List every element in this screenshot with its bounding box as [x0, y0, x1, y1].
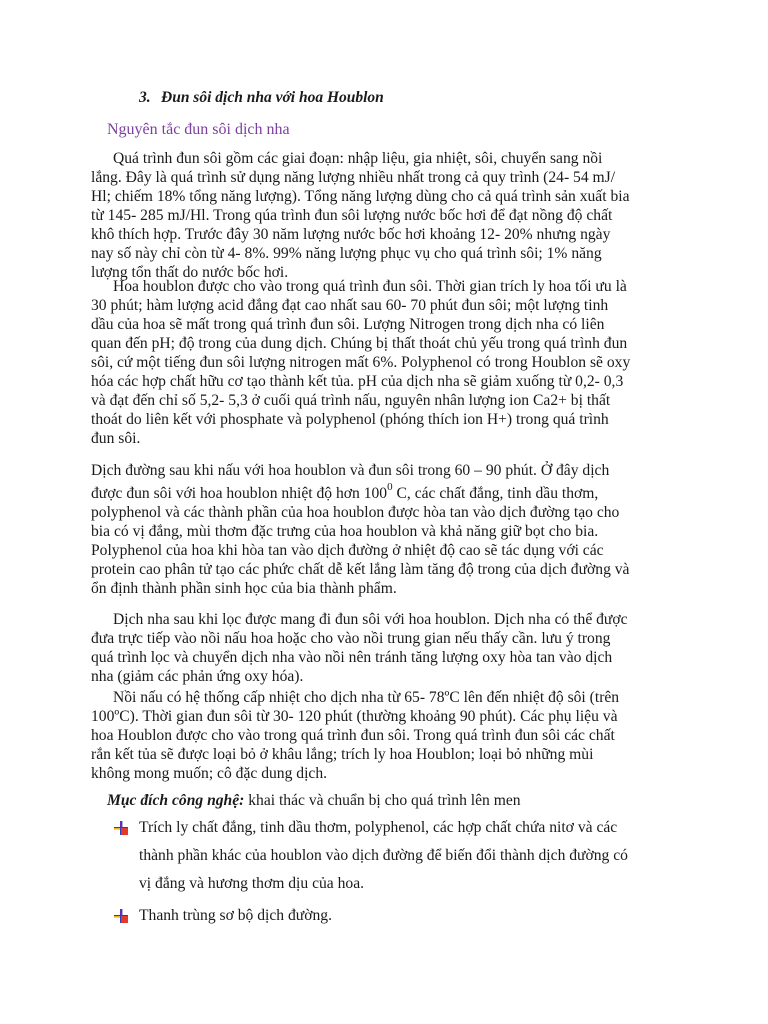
purpose-line [107, 792, 521, 810]
paragraph-line: được đun sôi với hoa houblon nhiệt độ hơn 100 [91, 485, 388, 502]
section-number: 3. [139, 89, 151, 106]
paragraph-line: nay số này chỉ còn từ 4- 8%. 99% năng lượng phục vụ cho quá trình sôi; 1% năng [91, 245, 602, 262]
paragraph-4 [91, 610, 681, 686]
section-title: Đun sôi dịch nha với hoa Houblon [161, 89, 384, 106]
paragraph-line: Polyphenol của hoa khi hòa tan vào dịch đường ở nhiệt độ cao sẽ tác dụng với các [91, 542, 604, 559]
bullet-list [114, 814, 694, 930]
paragraph-line: lượng tổn thất do nước bốc hơi. [91, 264, 289, 281]
paragraph-2 [91, 277, 681, 448]
cross-bullet-icon [114, 821, 128, 835]
paragraph-line: quan đến pH; độ trong của dung dịch. Chúng bị thất thoát chủ yếu trong quá trình đun [91, 335, 628, 352]
paragraph-line: 30 phút; hàm lượng acid đắng đạt cao nhất sau 60- 70 phút đun sôi; một lượng tinh [91, 297, 609, 314]
paragraph-line: nha (giảm các phản ứng oxy hóa). [91, 668, 304, 685]
paragraph-line: polyphenol và các thành phần của hoa houblon được hòa tan vào dịch đường tạo cho [91, 504, 620, 521]
paragraph-line: protein cao phân tử tạo các phức chất dễ kết lắng làm tăng độ trong của dịch đường và [91, 561, 630, 578]
degree-superscript: 0 [387, 480, 393, 493]
paragraph-5 [91, 688, 681, 783]
section-heading [139, 89, 384, 107]
bullet-item [114, 814, 694, 898]
paragraph-line: Dịch nha sau khi lọc được mang đi đun sôi với hoa houblon. Dịch nha có thể được [113, 611, 628, 628]
paragraph-line: rắn kết tủa sẽ được loại bỏ ở khâu lắng; trích ly hoa Houblon; loại bỏ những mùi [91, 746, 594, 763]
bullet-line: Thanh trùng sơ bộ dịch đường. [139, 907, 332, 924]
paragraph-3 [91, 461, 681, 598]
bullet-line: thành phần khác của houblon vào dịch đường để biến đổi thành dịch đường có [139, 847, 628, 864]
paragraph-line-tail: C, các chất đắng, tinh dầu thơm, [392, 485, 599, 502]
paragraph-line: 100ºC). Thời gian đun sôi từ 30- 120 phút (thường khoảng 90 phút). Các phụ liệu và [91, 708, 618, 725]
paragraph-line: dầu của hoa sẽ mất trong quá trình đun sôi. Lượng Nitrogen trong dịch nha có liên [91, 316, 605, 333]
cross-bullet-icon [114, 909, 128, 923]
paragraph-line: Quá trình đun sôi gồm các giai đoạn: nhập liệu, gia nhiệt, sôi, chuyển sang nồi [113, 150, 603, 167]
paragraph-line: Hoa houblon được cho vào trong quá trình đun sôi. Thời gian trích ly hoa tối ưu là [113, 278, 627, 295]
paragraph-line: khô thích hợp. Trước đây 30 năm lượng nước bốc hơi khoảng 12- 20% nhưng ngày [91, 226, 611, 243]
paragraph-line: lắng. Đây là quá trình sử dụng năng lượng nhiều nhất trong cả quy trình (24- 54 mJ/ [91, 169, 616, 186]
paragraph-line: bia có vị đắng, mùi thơm đặc trưng của hoa houblon và khả năng giữ bọt cho bia. [91, 523, 599, 540]
paragraph-line: từ 145- 285 mJ/Hl. Trong qúa trình đun sôi lượng nước bốc hơi để đạt nồng độ chất [91, 207, 613, 224]
paragraph-line: Nồi nấu có hệ thống cấp nhiệt cho dịch nha từ 65- 78ºC lên đến nhiệt độ sôi (trên [113, 689, 620, 706]
paragraph-1 [91, 149, 681, 282]
bullet-line: Trích ly chất đắng, tinh dầu thơm, polyphenol, các hợp chất chứa nitơ và các [139, 819, 618, 836]
paragraph-line: hóa các hợp chất hữu cơ tạo thành kết tủa. pH của dịch nha sẽ giảm xuống từ 0,2- 0,3 [91, 373, 624, 390]
paragraph-line: và đạt đến chỉ số 5,2- 5,3 ở cuối quá trình nấu, nguyên nhân lượng ion Ca2+ bị thất [91, 392, 611, 409]
purpose-text: khai thác và chuẩn bị cho quá trình lên men [244, 792, 521, 809]
bullet-item [114, 902, 694, 930]
subheading: Nguyên tắc đun sôi dịch nha [107, 121, 290, 138]
paragraph-line: quá trình lọc và chuyển dịch nha vào nồi nên tránh tăng lượng oxy hòa tan vào dịch [91, 649, 613, 666]
paragraph-line: sôi, cứ một tiếng đun sôi lượng nitrogen mất 6%. Polyphenol có trong Houblon sẽ oxy [91, 354, 631, 371]
bullet-line: vị đắng và hương thơm dịu của hoa. [139, 875, 365, 892]
paragraph-line: hoa Houblon được cho vào trong quá trình đun sôi. Trong quá trình đun sôi các chất [91, 727, 615, 744]
paragraph-line: không mong muốn; cô đặc dung dịch. [91, 765, 328, 782]
paragraph-line: đun sôi. [91, 430, 141, 447]
paragraph-line: Hl; chiếm 18% tổng năng lượng). Tổng năng lượng dùng cho cả quá trình sản xuất bia [91, 188, 630, 205]
paragraph-line: Dịch đường sau khi nấu với hoa houblon và đun sôi trong 60 – 90 phút. Ở đây dịch [91, 462, 610, 479]
purpose-label: Mục đích công nghệ: [107, 792, 245, 809]
paragraph-line: ổn định thành phần sinh học của bia thành phẩm. [91, 580, 397, 597]
paragraph-line: thoát do liên kết với phosphate và polyphenol (phóng thích ion H+) trong quá trình [91, 411, 609, 428]
paragraph-line: đưa trực tiếp vào nồi nấu hoa hoặc cho vào nồi trung gian nếu thấy cần. lưu ý trong [91, 630, 611, 647]
